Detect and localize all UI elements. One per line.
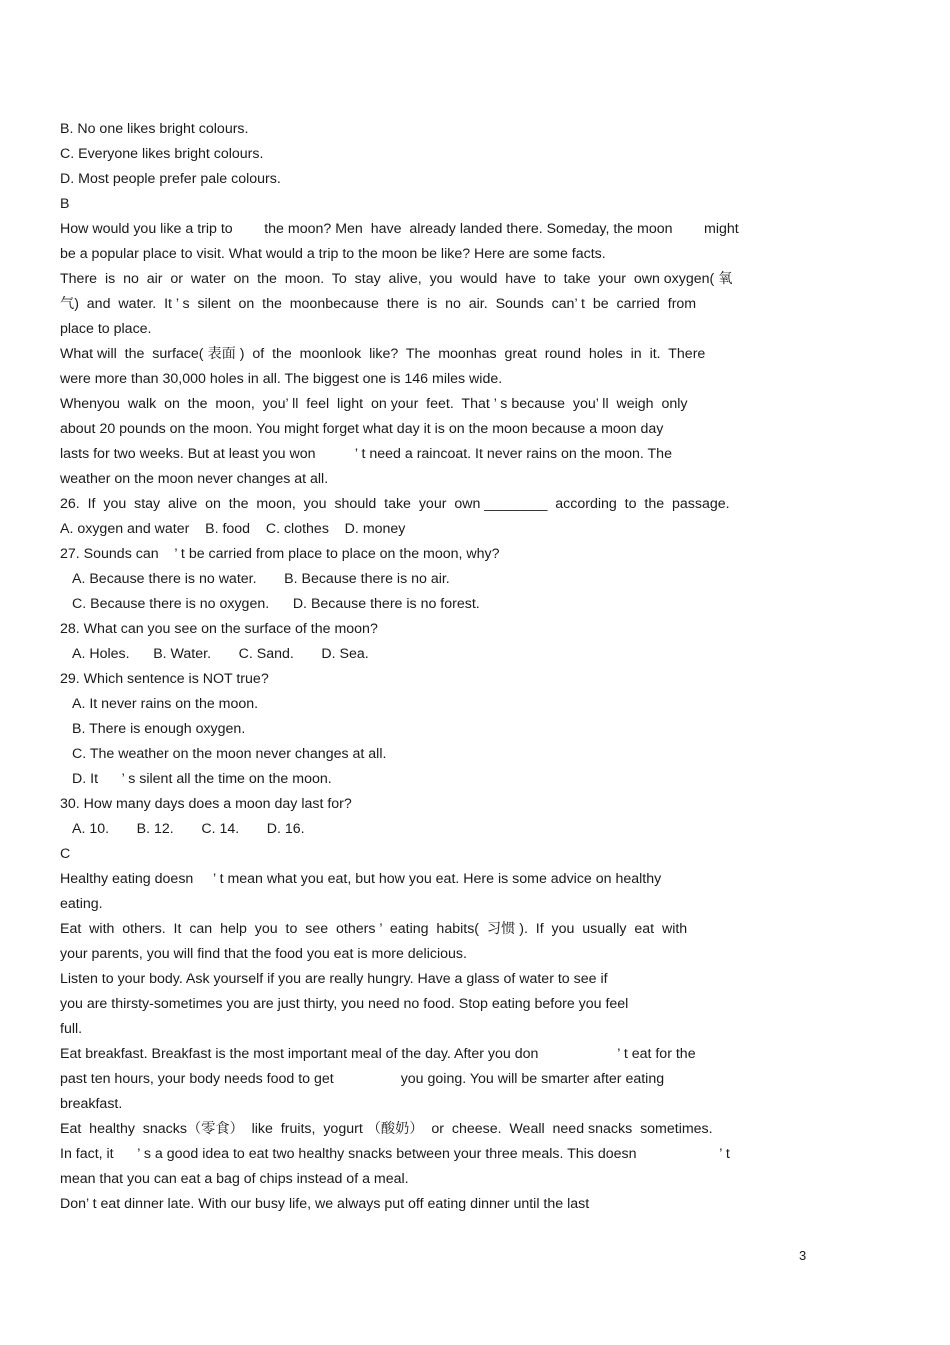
question-28: 28. What can you see on the surface of the moon?: [60, 621, 378, 637]
question-29: 29. Which sentence is NOT true?: [60, 671, 269, 687]
passage-c-line: you are thirsty-sometimes you are just thirty, you need no food. Stop eating before you feel: [60, 996, 629, 1012]
passage-b-line: weather on the moon never changes at all.: [60, 471, 329, 487]
passage-b-line: Whenyou walk on the moon, you’ ll feel light on your feet. That ’ s because you’ ll weigh only: [60, 396, 688, 412]
question-29-option-a: A. It never rains on the moon.: [72, 696, 259, 712]
question-26: 26. If you stay alive on the moon, you should take your own ________ according to the passage.: [60, 496, 730, 512]
passage-c-line: Eat with others. It can help you to see others ’ eating habits( 习惯 ). If you usually eat with: [60, 921, 688, 937]
passage-c-line: Eat healthy snacks（零食） like fruits, yogurt （酸奶） or cheese. Weall need snacks sometimes.: [60, 1121, 713, 1137]
question-29-option-b: B. There is enough oxygen.: [72, 721, 246, 737]
question-26-options: A. oxygen and water B. food C. clothes D. money: [60, 521, 406, 537]
passage-c-line: Healthy eating doesn ’ t mean what you eat, but how you eat. Here is some advice on healthy: [60, 871, 662, 887]
passage-b-line: 气) and water. It ’ s silent on the moonbecause there is no air. Sounds can’ t be carried from: [60, 296, 697, 312]
passage-c-line: past ten hours, your body needs food to get you going. You will be smarter after eating: [60, 1071, 665, 1087]
passage-b-line: lasts for two weeks. But at least you won ’ t need a raincoat. It never rains on the moon. The: [60, 446, 672, 462]
passage-b-line: How would you like a trip to the moon? Men have already landed there. Someday, the moon might: [60, 221, 739, 237]
question-27: 27. Sounds can ’ t be carried from place to place on the moon, why?: [60, 546, 500, 562]
section-b-heading: B: [60, 196, 70, 212]
question-30-options: A. 10. B. 12. C. 14. D. 16.: [72, 821, 305, 837]
passage-b-line: about 20 pounds on the moon. You might forget what day it is on the moon because a moon day: [60, 421, 664, 437]
section-c-heading: C: [60, 846, 71, 862]
question-28-options: A. Holes. B. Water. C. Sand. D. Sea.: [72, 646, 369, 662]
page-number: 3: [799, 1248, 807, 1263]
passage-c-line: Don’ t eat dinner late. With our busy life, we always put off eating dinner until the last: [60, 1196, 590, 1212]
passage-c-line: your parents, you will find that the food you eat is more delicious.: [60, 946, 467, 962]
passage-c-line: Listen to your body. Ask yourself if you are really hungry. Have a glass of water to see if: [60, 971, 608, 987]
question-30: 30. How many days does a moon day last for?: [60, 796, 352, 812]
passage-c-line: eating.: [60, 896, 103, 912]
passage-b-line: There is no air or water on the moon. To stay alive, you would have to take your own oxygen( 氧: [60, 271, 733, 287]
passage-c-line: Eat breakfast. Breakfast is the most important meal of the day. After you don ’ t eat for the: [60, 1046, 696, 1062]
question-27-options-ab: A. Because there is no water. B. Because there is no air.: [72, 571, 450, 587]
question-29-option-d: D. It ’ s silent all the time on the moon.: [72, 771, 332, 787]
option-d-colours: D. Most people prefer pale colours.: [60, 171, 281, 187]
passage-c-line: mean that you can eat a bag of chips instead of a meal.: [60, 1171, 409, 1187]
passage-c-line: In fact, it ’ s a good idea to eat two healthy snacks between your three meals. This doesn ’ t: [60, 1146, 730, 1162]
passage-b-line: be a popular place to visit. What would a trip to the moon be like? Here are some facts.: [60, 246, 606, 262]
option-c-colours: C. Everyone likes bright colours.: [60, 146, 264, 162]
question-29-option-c: C. The weather on the moon never changes at all.: [72, 746, 387, 762]
option-b-colours: B. No one likes bright colours.: [60, 121, 249, 137]
passage-b-line: were more than 30,000 holes in all. The biggest one is 146 miles wide.: [60, 371, 503, 387]
question-27-options-cd: C. Because there is no oxygen. D. Because there is no forest.: [72, 596, 480, 612]
passage-b-line: What will the surface( 表面 ) of the moonlook like? The moonhas great round holes in it. There: [60, 346, 706, 362]
passage-b-line: place to place.: [60, 321, 152, 337]
passage-c-line: breakfast.: [60, 1096, 123, 1112]
passage-c-line: full.: [60, 1021, 83, 1037]
